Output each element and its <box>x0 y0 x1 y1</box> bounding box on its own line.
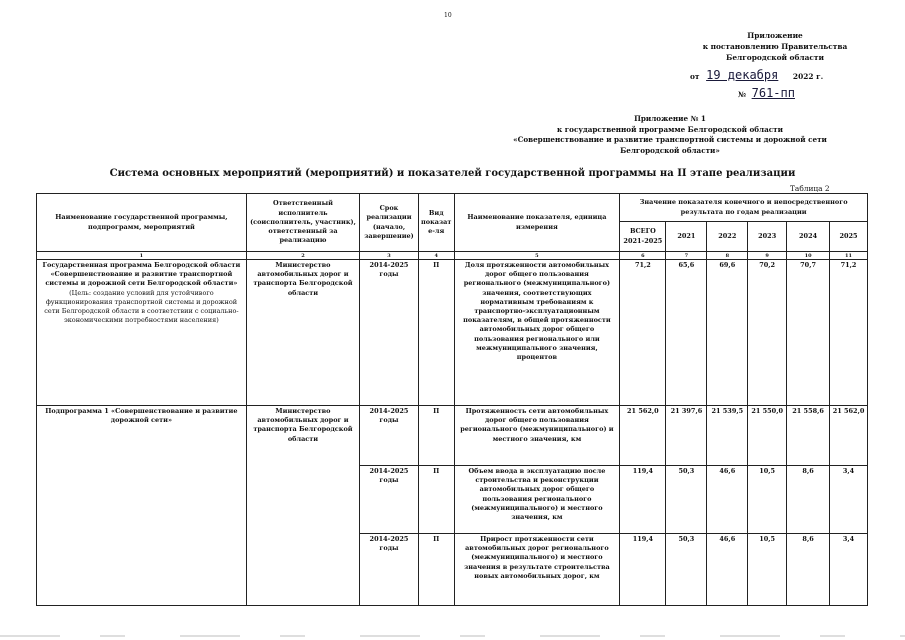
document-title: Система основных мероприятий (мероприятий) и показателей государственной программы на II этапе реализации <box>109 168 796 179</box>
program-appendix-line-3: «Совершенствование и развитие транспортной системы и дорожной сети <box>513 135 827 144</box>
col-index: 2 <box>246 252 359 260</box>
value-year: 3,4 <box>830 534 868 606</box>
value-total: 71,2 <box>620 260 666 406</box>
table-label: Таблица 2 <box>790 184 830 193</box>
value-year: 8,6 <box>787 466 830 534</box>
number-prefix: № <box>738 90 747 99</box>
value-year: 50,3 <box>666 534 707 606</box>
index-row <box>37 252 868 260</box>
value-year: 69,6 <box>707 260 748 406</box>
indicator-cell: Протяженность сети автомобильных дорог общего пользования регионального (межмуниципального) и местного значения, км <box>454 406 620 466</box>
value-year: 70,7 <box>787 260 830 406</box>
table-row <box>37 260 868 406</box>
appendix-number <box>738 86 795 100</box>
program-appendix-header <box>500 114 840 156</box>
value-total: 119,4 <box>620 534 666 606</box>
executor-cell: Министерство автомобильных дорог и транспорта Белгородской области <box>246 260 359 406</box>
program-appendix-line-2: к государственной программе Белгородской области <box>557 124 783 134</box>
header-year: 2021 <box>666 222 707 252</box>
col-index: 9 <box>748 252 787 260</box>
value-year: 46,6 <box>707 534 748 606</box>
col-index: 4 <box>418 252 454 260</box>
period-cell: 2014-2025 годы <box>360 406 419 466</box>
date-suffix: 2022 г. <box>792 72 824 81</box>
value-year: 46,6 <box>707 466 748 534</box>
value-year: 50,3 <box>666 466 707 534</box>
type-cell: П <box>418 260 454 406</box>
value-year: 21 558,6 <box>787 406 830 466</box>
subprogram-name: Подпрограмма 1 «Совершенствование и развитие дорожной сети» <box>37 406 247 606</box>
header-period: Срок реализации (начало, завершение) <box>360 194 419 252</box>
col-index: 8 <box>707 252 748 260</box>
appendix-date <box>690 68 823 82</box>
indicators-table <box>36 193 868 606</box>
value-year: 71,2 <box>830 260 868 406</box>
col-index: 5 <box>454 252 620 260</box>
value-year: 10,5 <box>748 534 787 606</box>
col-index: 6 <box>620 252 666 260</box>
period-cell: 2014-2025 годы <box>360 534 419 606</box>
header-values-group: Значение показателя конечного и непосредственного результата по годам реализации <box>620 194 868 222</box>
value-year: 65,6 <box>666 260 707 406</box>
appendix-line-2: к постановлению Правительства <box>702 42 848 51</box>
col-index: 11 <box>830 252 868 260</box>
value-total: 119,4 <box>620 466 666 534</box>
type-cell: П <box>418 534 454 606</box>
program-goal: (Цель: создание условий для устойчивого функционирования транспортной системы и дорожной сети Белгородской области в соответствии с социально-экономическими потребностями населения) <box>44 288 239 325</box>
header-total: ВСЕГО 2021-2025 <box>620 222 666 252</box>
program-appendix-line-4: Белгородской области» <box>620 145 720 155</box>
header-name: Наименование государственной программы, подпрограмм, мероприятий <box>37 194 247 252</box>
indicator-cell: Прирост протяженности сети автомобильных дорог регионального (межмуниципального) и местного значения в результате строительства новых автомобильных дорог, км <box>454 534 620 606</box>
appendix-header <box>690 30 860 63</box>
value-total: 21 562,0 <box>620 406 666 466</box>
table-row <box>37 406 868 466</box>
value-year: 8,6 <box>787 534 830 606</box>
row-name-cell <box>37 260 247 406</box>
header-row-1 <box>37 194 868 222</box>
executor-cell: Министерство автомобильных дорог и транспорта Белгородской области <box>246 406 359 606</box>
value-year: 10,5 <box>748 466 787 534</box>
type-cell: П <box>418 466 454 534</box>
header-year: 2025 <box>830 222 868 252</box>
col-index: 3 <box>360 252 419 260</box>
page-number: 10 <box>444 12 452 19</box>
header-year: 2022 <box>707 222 748 252</box>
period-cell: 2014-2025 годы <box>360 260 419 406</box>
program-appendix-line-1: Приложение № 1 <box>634 114 706 123</box>
type-cell: П <box>418 406 454 466</box>
header-executor: Ответственный исполнитель (соисполнитель, участник), ответственный за реализацию <box>246 194 359 252</box>
header-indicator: Наименование показателя, единица измерения <box>454 194 620 252</box>
number-handwritten: 761-пп <box>751 86 795 100</box>
value-year: 21 550,0 <box>748 406 787 466</box>
value-year: 21 562,0 <box>830 406 868 466</box>
value-year: 21 539,5 <box>707 406 748 466</box>
period-cell: 2014-2025 годы <box>360 466 419 534</box>
date-prefix: от <box>690 72 700 81</box>
col-index: 10 <box>787 252 830 260</box>
header-year: 2023 <box>748 222 787 252</box>
date-handwritten: 19 декабря <box>706 68 779 82</box>
col-index: 7 <box>666 252 707 260</box>
appendix-line-3: Белгородской области <box>726 53 824 62</box>
value-year: 21 397,6 <box>666 406 707 466</box>
header-year: 2024 <box>787 222 830 252</box>
appendix-line-1: Приложение <box>747 31 803 40</box>
indicator-cell: Объем ввода в эксплуатацию после строительства и реконструкции автомобильных дорог общего пользования регионального (межмуниципального) и местного значения, км <box>454 466 620 534</box>
scan-bottom-edge <box>0 629 905 640</box>
indicator-cell: Доля протяженности автомобильных дорог общего пользования регионального (межмуниципального) значения, соответствующих нормативным требованиям к транспортно-эксплуатационным показателям, в общей протяженности автомобильных дорог общего пользования регионального или межмуниципального значения, процентов <box>454 260 620 406</box>
col-index: 1 <box>37 252 247 260</box>
value-year: 3,4 <box>830 466 868 534</box>
value-year: 70,2 <box>748 260 787 406</box>
header-type: Вид показате-ля <box>418 194 454 252</box>
program-name: Государственная программа Белгородской области «Совершенствование и развитие транспортной системы и дорожной сети Белгородской области» <box>42 261 241 288</box>
